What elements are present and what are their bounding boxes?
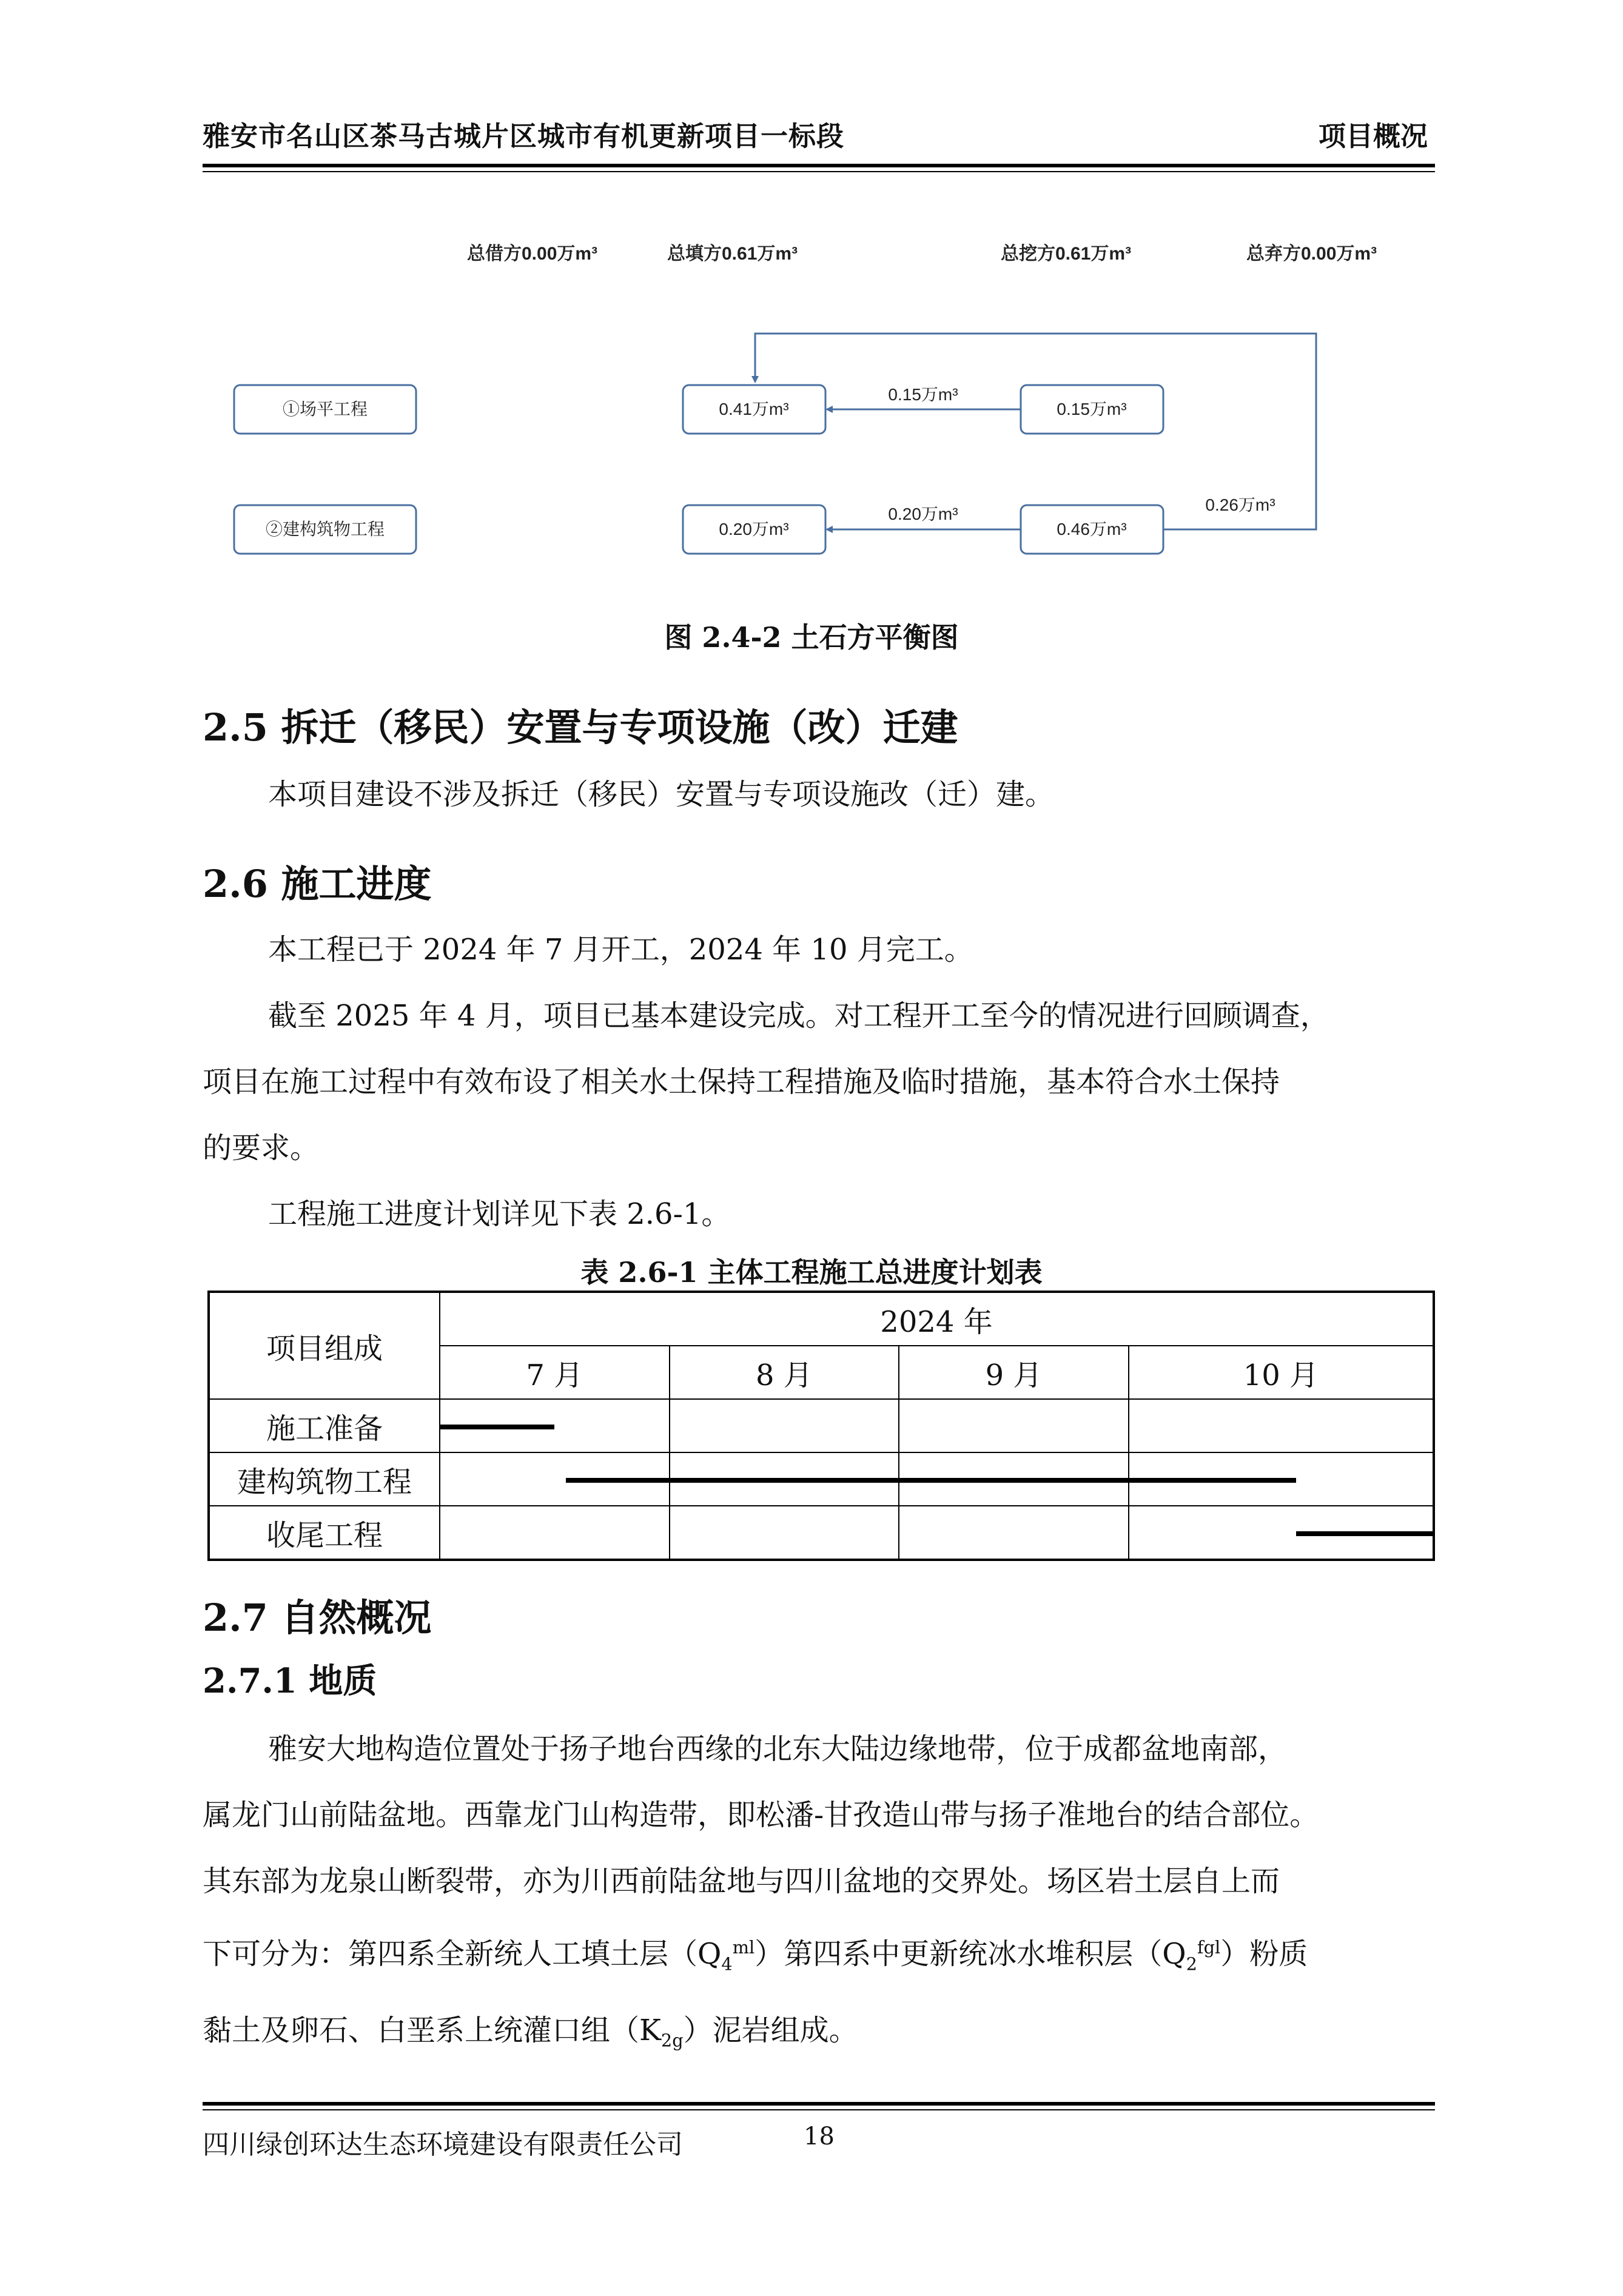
gantt-cell [670,1506,899,1560]
gantt-bar [440,1425,554,1429]
section-2-5-paragraph [203,762,1435,828]
table-row [209,1452,1434,1506]
geology-line-2: 属龙门山前陆盆地。西靠龙门山构造带，即松潘-甘孜造山带与扬子准地台的结合部位。 [203,1798,1319,1832]
footer-rule-thin [203,2109,1435,2110]
header-rule [203,164,1435,167]
header-rule-thin [203,171,1435,172]
section-2-6-heading: 2.6 施工进度 [203,862,432,906]
section-2-5-text: 本项目建设不涉及拆迁（移民）安置与专项设施改（迁）建。 [268,777,1055,811]
row2-flow-value: 0.20万m³ [888,505,958,523]
geology-paragraph [203,1716,1435,2073]
geology-line-4-part: ）粉质 [1220,1937,1308,1971]
earthwork-balance-diagram [182,218,1456,594]
gantt-bar [1129,1478,1296,1483]
gantt-cell [440,1399,670,1452]
task-name: 收尾工程 [209,1506,440,1560]
table-caption: 表 2.6-1 主体工程施工总进度计划表 [580,1256,1043,1289]
table-reference-text: 工程施工进度计划详见下表 2.6-1。 [268,1197,731,1231]
progress-text-line-2: 项目在施工过程中有效布设了相关水土保持工程措施及临时措施，基本符合水土保持 [203,1065,1280,1099]
table-row [209,1399,1434,1452]
site-leveling-label: ①场平工程 [282,400,368,418]
section-2-7-1-heading: 2.7.1 地质 [203,1661,377,1701]
construction-schedule-table [207,1291,1435,1561]
gantt-cell [1129,1399,1434,1452]
geology-line-4-part: 下可分为：第四系全新统人工填土层（Q [203,1937,722,1971]
footer-company: 四川绿创环达生态环境建设有限责任公司 [203,2129,683,2160]
table-corner-header: 项目组成 [209,1292,440,1399]
figure-caption: 图 2.4-2 土石方平衡图 [664,621,959,654]
gantt-cell [670,1399,899,1452]
row1-flow-value: 0.15万m³ [888,385,958,404]
subscript: 2 [1186,1953,1197,1975]
superscript: fgl [1197,1937,1221,1958]
gantt-cell [1129,1452,1434,1506]
month-header: 10 月 [1129,1346,1434,1399]
page-number: 18 [804,2123,835,2150]
geology-line-4 [203,1915,1435,1998]
transfer-flow-value: 0.26万m³ [1205,495,1275,514]
gantt-cell [440,1452,670,1506]
site-leveling-excavate-value: 0.15万m³ [1057,400,1127,418]
running-header-section: 项目概况 [1318,120,1428,152]
gantt-cell [899,1506,1129,1560]
geology-line-1: 雅安大地构造位置处于扬子地台西缘的北东大陆边缘地带，位于成都盆地南部， [268,1732,1288,1766]
gantt-bar [670,1478,899,1483]
gantt-cell [1129,1506,1434,1560]
building-works-excavate-value: 0.46万m³ [1057,520,1127,539]
geology-line-5 [203,1998,1435,2074]
gantt-bar [1296,1531,1433,1536]
subscript: 2g [660,2030,684,2051]
task-name: 建构筑物工程 [209,1452,440,1506]
section-2-7-heading: 2.7 自然概况 [203,1596,432,1640]
building-works-fill-value: 0.20万m³ [719,520,789,539]
running-header-title: 雅安市名山区茶马古城片区城市有机更新项目一标段 [203,120,845,152]
geology-line-5-part: ）泥岩组成。 [683,2013,858,2047]
site-leveling-fill-value: 0.41万m³ [719,400,789,418]
total-waste-label: 总弃方0.00万m³ [1246,244,1377,264]
footer-rule [203,2102,1435,2106]
building-works-label: ②建构筑物工程 [265,520,385,539]
month-header: 7 月 [440,1346,670,1399]
month-header: 9 月 [899,1346,1129,1399]
schedule-dates-text: 本工程已于 2024 年 7 月开工，2024 年 10 月完工。 [268,933,973,967]
gantt-cell [899,1399,1129,1452]
gantt-bar [899,1478,1128,1483]
progress-text-line-1: 截至 2025 年 4 月，项目已基本建设完成。对工程开工至今的情况进行回顾调查， [268,999,1329,1033]
table-row [209,1506,1434,1560]
task-name: 施工准备 [209,1399,440,1452]
total-fill-label: 总填方0.61万m³ [667,244,798,264]
geology-line-3: 其东部为龙泉山断裂带，亦为川西前陆盆地与四川盆地的交界处。场区岩土层自上而 [203,1864,1280,1898]
table-year-header: 2024 年 [440,1292,1434,1346]
total-excavate-label: 总挖方0.61万m³ [1001,244,1132,264]
gantt-bar [566,1478,668,1483]
progress-text-line-3: 的要求。 [203,1131,320,1165]
gantt-cell [670,1452,899,1506]
section-2-5-heading: 2.5 拆迁（移民）安置与专项设施（改）迁建 [203,705,958,750]
month-header: 8 月 [670,1346,899,1399]
geology-line-5-part: 黏土及卵石、白垩系上统灌口组（K [203,2013,661,2047]
subscript: 4 [721,1953,733,1975]
section-2-6-paragraphs [203,917,1435,1247]
geology-line-4-part: ）第四系中更新统冰水堆积层（Q [754,1937,1186,1971]
total-borrow-label: 总借方0.00万m³ [467,244,598,264]
gantt-cell [899,1452,1129,1506]
gantt-cell [440,1506,670,1560]
superscript: ml [732,1937,755,1958]
